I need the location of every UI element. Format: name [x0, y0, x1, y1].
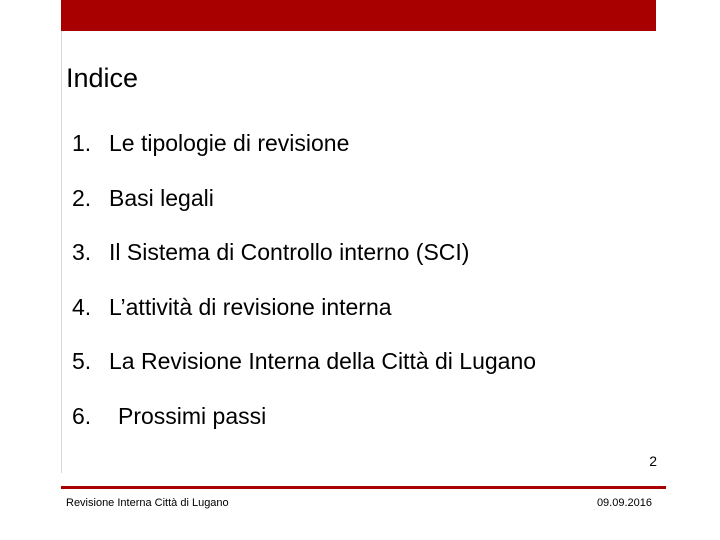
toc-item: [72, 181, 536, 236]
toc-item-number: 2.: [72, 184, 92, 211]
toc-item: [72, 290, 536, 345]
left-divider: [61, 31, 62, 473]
slide-title: Indice: [66, 63, 139, 93]
toc-item-label: Basi legali: [109, 184, 214, 211]
toc-item: [72, 399, 536, 454]
toc-item-number: 5.: [72, 348, 92, 375]
toc-item-label: L’attività di revisione interna: [109, 293, 392, 320]
toc-item: [72, 126, 536, 181]
toc-item-label: Prossimi passi: [118, 402, 267, 429]
toc-item-label: La Revisione Interna della Città di Lugano: [109, 348, 537, 375]
footer-date: 09.09.2016: [596, 497, 652, 509]
toc-item-number: 3.: [72, 239, 92, 266]
footer-organization: Revisione Interna Città di Lugano: [66, 497, 229, 509]
toc-item: [72, 235, 536, 290]
toc-item: [72, 344, 536, 399]
toc-item-number: 6.: [72, 402, 92, 429]
toc-item-number: 4.: [72, 293, 92, 320]
toc-item-label: Il Sistema di Controllo interno (SCI): [109, 239, 470, 266]
footer-accent-rule: [61, 486, 666, 489]
toc-item-label: Le tipologie di revisione: [109, 130, 350, 156]
page-number: 2: [649, 453, 657, 469]
toc-item-number: 1.: [72, 130, 92, 156]
table-of-contents: [72, 126, 536, 454]
header-accent-bar: [61, 0, 656, 31]
